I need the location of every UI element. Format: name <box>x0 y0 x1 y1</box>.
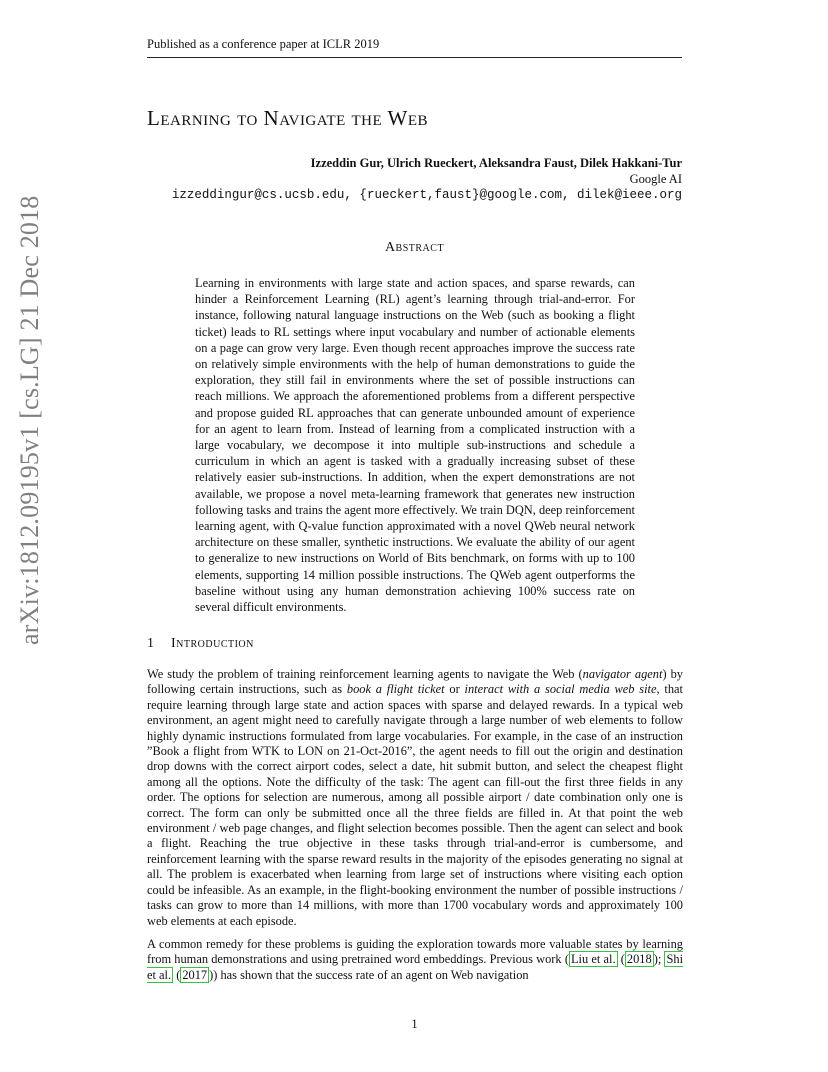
intro-text: We study the problem of training reinforcement learning agents to navigate the Web ( <box>147 667 583 681</box>
paper-title: Learning to Navigate the Web <box>147 106 429 130</box>
intro-text: ) has shown that the success rate of an agent on Web navigation <box>213 967 529 982</box>
section-heading <box>147 636 682 652</box>
citation-link-shi[interactable]: Shi et al. <box>147 952 684 982</box>
intro-text: or <box>444 682 465 697</box>
author-names: Izzeddin Gur, Ulrich Rueckert, Aleksandra Faust, Dilek Hakkani-Tur <box>310 156 682 170</box>
intro-text: , that require learning through large state and action spaces with sparse and delayed rewards. In a typical web environment, an agent might need to carefully navigate through a large number of web elements to follow highly dynamic instructions formulated from large vocabularies. For example, in the case of an instruction ”Book a flight from WTK to LON on 21-Oct-2016”, the agent needs to fill out the origin and destination drop downs with the correct airport codes, select a date, hit submit button, and select the cheapest flight among all the options. Note the difficulty of the task: The agent can fill-out the first three fields in any order. The options for selection are numerous, among all possible airport / date combination only one is correct. The form can only be submitted once all the three fields are filled in. At that point the web environment / web page changes, and flight selection becomes possible. Then the agent can select and book a flight. Reaching the true objective in these tasks through trial-and-error is cumbersome, and reinforcement learning with the sparse reward results in the majority of the episodes generating no signal at all. The problem is exacerbated when learning from large set of instructions where visiting each option could be infeasible. As an example, in the flight-booking environment the number of possible instructions / tasks can grow to more than 14 millions, with more than 1700 vocabulary words and approximately 100 web elements at each episode. <box>147 682 683 928</box>
citation-year-link-liu[interactable]: 2018 <box>626 952 652 967</box>
intro-text: ; <box>657 952 665 967</box>
author-affiliation: Google AI <box>629 172 682 186</box>
intro-emphasis: interact with a social media web site <box>464 682 657 697</box>
page-number: 1 <box>411 1017 418 1031</box>
abstract-body: Learning in environments with large state and action spaces, and sparse rewards, can hinder a Reinforcement Learning (RL) agent’s learning through trial-and-error. For instance, following natural language instructions on the Web (such as booking a flight ticket) leads to RL settings where input vocabulary and number of actionable elements on a page can grow very large. Even though recent approaches improve the success rate on relatively simple environments with the help of human demonstrations to guide the exploration, they still fail in environments where the set of possible instructions can reach millions. We approach the aforementioned problems from a different perspective and propose guided RL approaches that can generate unbounded amount of experience for an agent to learn from. Instead of learning from a complicated instruction with a large vocabulary, we decompose it into multiple sub-instructions and schedule a curriculum in which an agent is tasked with a gradually increasing subset of these relatively easier sub-instructions. In addition, when the expert demonstrations are not available, we propose a novel meta-learning framework that generates new instruction following tasks and trains the agent more effectively. We train DQN, deep reinforcement learning agent, with Q-value function approximated with a novel QWeb neural network architecture on these smaller, synthetic instructions. We evaluate the ability of our agent to generalize to new instructions on World of Bits benchmark, on forms with up to 100 elements, supporting 14 million possible instructions. The QWeb agent outperforms the baseline without using any human demonstration achieving 100% success rate on several difficult environments. <box>195 276 635 615</box>
citation-year-link-shi[interactable]: 2017 <box>182 967 208 982</box>
running-header: Published as a conference paper at ICLR 2019 <box>147 37 682 58</box>
intro-emphasis: navigator agent <box>582 667 663 681</box>
intro-text: ) by following certain instructions, such as <box>147 667 683 697</box>
intro-paragraph-2: A common remedy for these problems is guiding the exploration towards more valuable states by learning from human demonstrations and using pretrained word embeddings. Previous work ( Liu et al. ( 2018 ); Shi et al. ( 2017 )) has shown that the success rate of an agent on Web navigation <box>147 936 684 982</box>
intro-text: A common remedy for these problems is guiding the exploration towards more valuable states by learning from human demonstrations and using pretrained word embeddings. Previous work ( <box>147 936 683 967</box>
author-block <box>147 155 682 203</box>
intro-paragraph-1 <box>147 667 683 929</box>
introduction-body <box>147 667 683 991</box>
author-emails: izzeddingur@cs.ucsb.edu, {rueckert,faust}@google.com, dilek@ieee.org <box>171 188 682 202</box>
arxiv-identifier: arXiv:1812.09195v1 [cs.LG] 21 Dec 2018 <box>15 195 44 645</box>
section-number: 1 <box>147 636 154 651</box>
citation-link-liu[interactable]: Liu et al. <box>570 952 616 967</box>
intro-emphasis: book a flight ticket <box>346 682 445 697</box>
section-title: Introduction <box>171 636 254 651</box>
abstract-heading: Abstract <box>384 240 445 255</box>
